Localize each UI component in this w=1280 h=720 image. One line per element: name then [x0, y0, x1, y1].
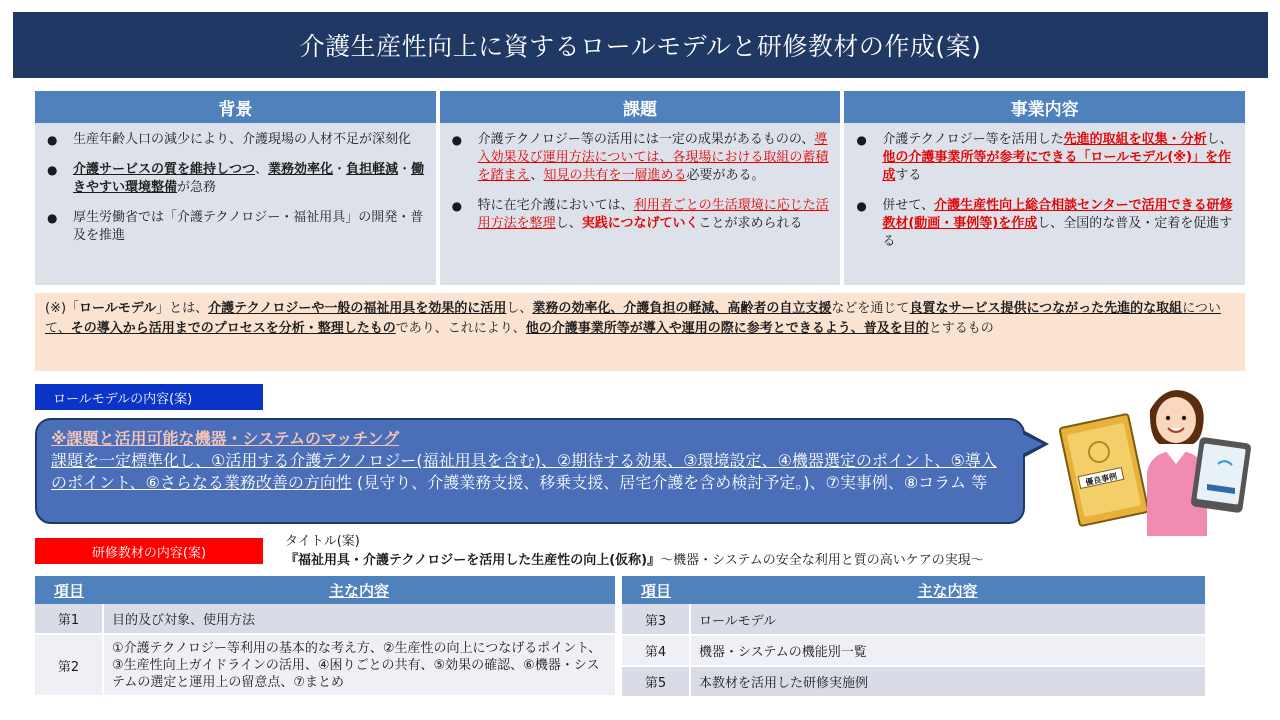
table-header-content: 主な内容 [690, 576, 1205, 604]
certificate-icon [1059, 414, 1148, 526]
training-table-right [622, 576, 1205, 698]
training-material-tag: 研修教材の内容(案) [35, 538, 263, 564]
bullet-item: ● 生産年齢人口の減少により、介護現場の人材不足が深刻化 [43, 131, 428, 149]
table-cell-content: ロールモデル [690, 604, 1205, 635]
column-header-issues: 課題 [440, 91, 841, 123]
bullet-item: ● 介護テクノロジー等の活用には一定の成果があるものの、導入効果及び運用方法については、各現場における取組の蓄積を踏まえ、知見の共有を一層進める必要がある。 [448, 131, 833, 185]
three-columns [35, 91, 1245, 285]
table-row [622, 635, 1205, 666]
table-row [622, 666, 1205, 697]
bullet-item: ● 介護サービスの質を維持しつつ、業務効率化・負担軽減・働きやすい環境整備が急務 [43, 161, 428, 197]
certificate-label: 優良事例 [1084, 471, 1118, 488]
role-model-definition-note: (※)「ロールモデル」とは、介護テクノロジーや一般の福祉用具を効果的に活用し、業務の効率化、介護負担の軽減、高齢者の自立支援などを通じて良質なサービス提供につながった先進的な取組について、その導入から活用までのプロセスを分析・整理したものであり、これにより、他の介護事業所等が導入や運用の際に参考とできるよう、普及を目的とするもの [35, 293, 1245, 371]
column-header-content: 事業内容 [844, 91, 1245, 123]
column-body-background [35, 123, 436, 285]
table-cell-content: ①介護テクノロジー等利用の基本的な考え方、②生産性の向上につなげるポイント、③生産性向上ガイドラインの活用、④困りごとの共有、⑤効果の確認、⑥機器・システムの選定と運用上の留意点、⑦まとめ [103, 634, 615, 696]
table-header-row [622, 576, 1205, 604]
column-issues [440, 91, 841, 285]
column-body-content [844, 123, 1245, 285]
table-header-content: 主な内容 [103, 576, 615, 604]
column-body-issues [440, 123, 841, 285]
table-cell-item: 第2 [35, 634, 103, 696]
table-header-row [35, 576, 615, 604]
column-content [844, 91, 1245, 285]
table-header-item: 項目 [35, 576, 103, 604]
bullet-item: ● 特に在宅介護においては、利用者ごとの生活環境に応じた活用方法を整理し、実践につなげていくことが求められる [448, 197, 833, 233]
table-cell-content: 本教材を活用した研修実施例 [690, 666, 1205, 697]
table-cell-item: 第5 [622, 666, 690, 697]
role-model-bubble [35, 418, 1025, 524]
bubble-body: 課題を一定標準化し、①活用する介護テクノロジー(福祉用具を含む)、②期待する効果、③環境設定、④機器選定のポイント、⑤導入のポイント、⑥さらなる業務改善の方向性 (見守り、介護業務支援、移乗支援、居宅介護を含め検討予定。)、⑦実事例、⑧コラム 等 [51, 451, 997, 492]
table-cell-content: 機器・システムの機能別一覧 [690, 635, 1205, 666]
table-cell-item: 第3 [622, 604, 690, 635]
column-background [35, 91, 436, 285]
training-title: 『福祉用具・介護テクノロジーを活用した生産性の向上(仮称)』〜機器・システムの安全な利用と質の高いケアの実現〜 [285, 553, 984, 568]
bullet-item: ● 厚生労働省では「介護テクノロジー・福祉用具」の開発・普及を推進 [43, 209, 428, 245]
page-title: 介護生産性向上に資するロールモデルと研修教材の作成(案) [13, 12, 1268, 78]
table-cell-item: 第1 [35, 604, 103, 634]
role-model-tag: ロールモデルの内容(案) [35, 384, 263, 410]
table-row [35, 604, 615, 634]
bullet-item: ● 介護テクノロジー等を活用した先進的取組を収集・分析し、他の介護事業所等が参考にできる「ロールモデル(※)」を作成する [852, 131, 1237, 185]
training-title-label: タイトル(案) [285, 534, 360, 549]
table-cell-content: 目的及び対象、使用方法 [103, 604, 615, 634]
bubble-heading: ※課題と活用可能な機器・システムのマッチング [51, 429, 400, 448]
training-table-left [35, 576, 615, 697]
bubble-tail-inner [1021, 433, 1043, 455]
tablet-icon [1190, 437, 1251, 514]
table-row [35, 634, 615, 696]
column-header-background: 背景 [35, 91, 436, 123]
caregiver-illustration [1055, 380, 1255, 536]
bullet-item: ● 併せて、介護生産性向上総合相談センターで活用できる研修教材(動画・事例等)を作成し、全国的な普及・定着を促進する [852, 197, 1237, 251]
table-row [622, 604, 1205, 635]
table-cell-item: 第4 [622, 635, 690, 666]
table-header-item: 項目 [622, 576, 690, 604]
